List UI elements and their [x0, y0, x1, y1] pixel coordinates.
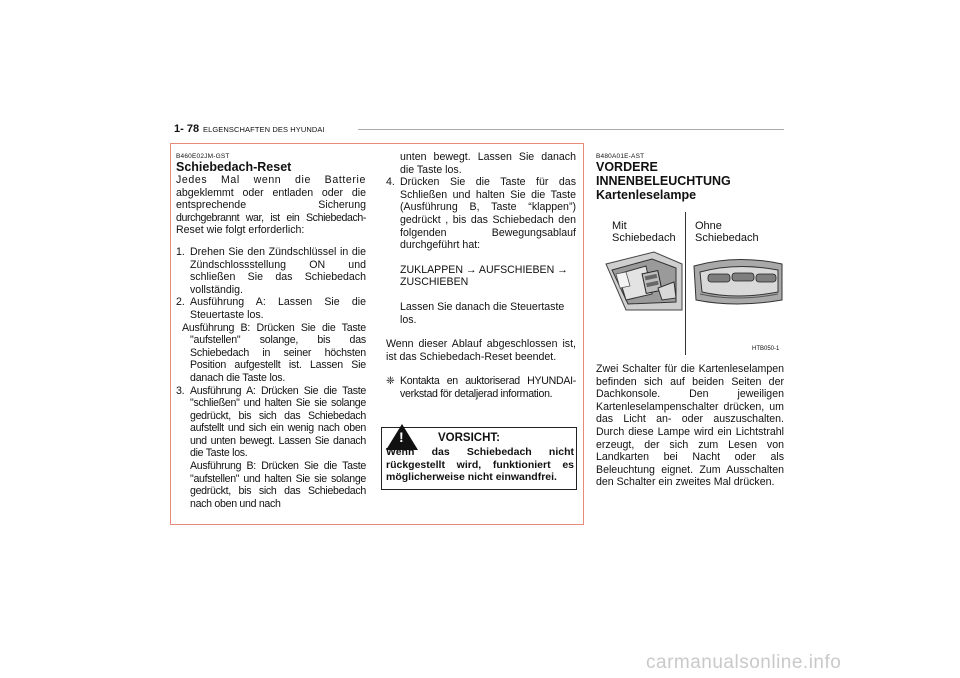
intro-line: Reset wie folgt erforderlich:: [176, 224, 305, 237]
step-2-variant-b: Ausführung B: Drücken Sie die Taste "aufstellen" solange, bis das Schiebedach in seiner höchsten Position aufgestellt ist. Lassen Sie danach die Taste los.: [182, 321, 366, 384]
section-heading: INNENBELEUCHTUNG: [596, 174, 731, 188]
note-mark-icon: ❈: [386, 375, 395, 388]
step-number: 4.: [386, 176, 395, 189]
label-line: Schiebedach: [695, 232, 759, 244]
step-1: [176, 246, 366, 296]
step-text: Drehen Sie den Zündschlüssel in die Zündschlossstellung ON und schließen Sie das Schiebedach vollständig.: [190, 245, 366, 296]
movement-sequence: ZUKLAPPEN → AUFSCHIEBEN → ZUSCHIEBEN: [400, 263, 568, 289]
step-text: Drücken Sie die Taste für das Schließen und halten Sie die Taste (Ausführung B, Taste “klappen”) gedrückt , bis das Schiebedach den folgenden Bewegungsablauf durchgeführt hat:: [400, 176, 576, 252]
middle-column: [386, 151, 576, 401]
step-3-continuation: unten bewegt. Lassen Sie danach die Taste los.: [400, 151, 576, 176]
right-column: [596, 153, 784, 202]
watermark: carmanualsonline.info: [646, 652, 842, 673]
section-title: ELGENSCHAFTEN DES HYUNDAI: [203, 125, 325, 134]
section-heading: Kartenleselampe: [596, 188, 697, 202]
step-text: Ausführung A: Lassen Sie die Steuertaste los.: [190, 296, 366, 321]
step-4: [386, 176, 576, 252]
step-text: Ausführung A: Drücken Sie die Taste "schließen" und halten Sie sie solange gedrückt, bis sich das Schiebedach aufstellt und sich ein wenig nach oben und unten bewegt. Lassen Sie danach die Taste los.: [190, 384, 366, 460]
warning-box: [381, 427, 577, 490]
note-text: Kontakta en auktoriserad HYUNDAI-verkstad för detaljerad information.: [400, 375, 576, 400]
intro-line: durchgebrannt war, ist ein Schiebedach-: [176, 211, 366, 224]
step-number: 2.: [176, 296, 185, 309]
label-line: Ohne: [695, 220, 722, 232]
warning-symbol: !: [399, 429, 404, 445]
section-code: B480A01E-AST: [596, 153, 645, 160]
step-3: [176, 385, 366, 461]
header-rule: [358, 129, 784, 130]
figure-divider: [685, 212, 686, 355]
step-2: [176, 296, 366, 321]
map-lamp-description: Zwei Schalter für die Kartenleselampen befinden sich auf beiden Seiten der Dachkonsole. Den jeweiligen Kartenleselampenschalter drücken, um das Licht an- oder auszuschalten. Durch diese Lampe wird ein Lichtstrahl erzeugt, der sich zum Lesen von Landkarten bei Nacht oder als Beleuchtung eignet. Zum Ausschalten den Schalter ein zweites Mal drücken.: [596, 363, 784, 489]
step-number: 3.: [176, 384, 185, 397]
completion-text: Wenn dieser Ablauf abgeschlossen ist, ist das Schiebedach-Reset beendet.: [386, 338, 576, 363]
intro-line: abgeklemmt oder entladen oder die: [176, 186, 366, 199]
figure-code: HTB050-1: [752, 346, 780, 352]
dealer-note: [386, 375, 576, 400]
left-column: [176, 153, 366, 510]
figure-label-without-sunroof: [695, 220, 759, 244]
intro-line: entsprechende Sicherung: [176, 199, 366, 212]
page-number: 1- 78: [174, 123, 200, 135]
intro-line: Jedes Mal wenn die Batterie: [176, 174, 366, 186]
label-line: Mit: [612, 220, 627, 232]
section-code: B460E02JM-GST: [176, 153, 230, 160]
warning-text: Wenn das Schiebedach nicht rückgestellt wird, funktioniert es möglicherweise nicht einwandfrei.: [386, 446, 574, 483]
step-3-variant-b: Ausführung B: Drücken Sie die Taste "aufstellen" und halten Sie sie solange gedrückt, bis sich das Schiebedach nach oben und nach: [190, 460, 366, 510]
label-line: Schiebedach: [612, 232, 676, 244]
release-instruction: Lassen Sie danach die Steuertaste los.: [400, 300, 565, 326]
step-number: 1.: [176, 245, 185, 258]
warning-title: VORSICHT:: [438, 432, 500, 444]
section-heading: VORDERE: [596, 160, 658, 174]
section-heading: Schiebedach-Reset: [176, 160, 292, 174]
figure-label-with-sunroof: [612, 220, 676, 244]
